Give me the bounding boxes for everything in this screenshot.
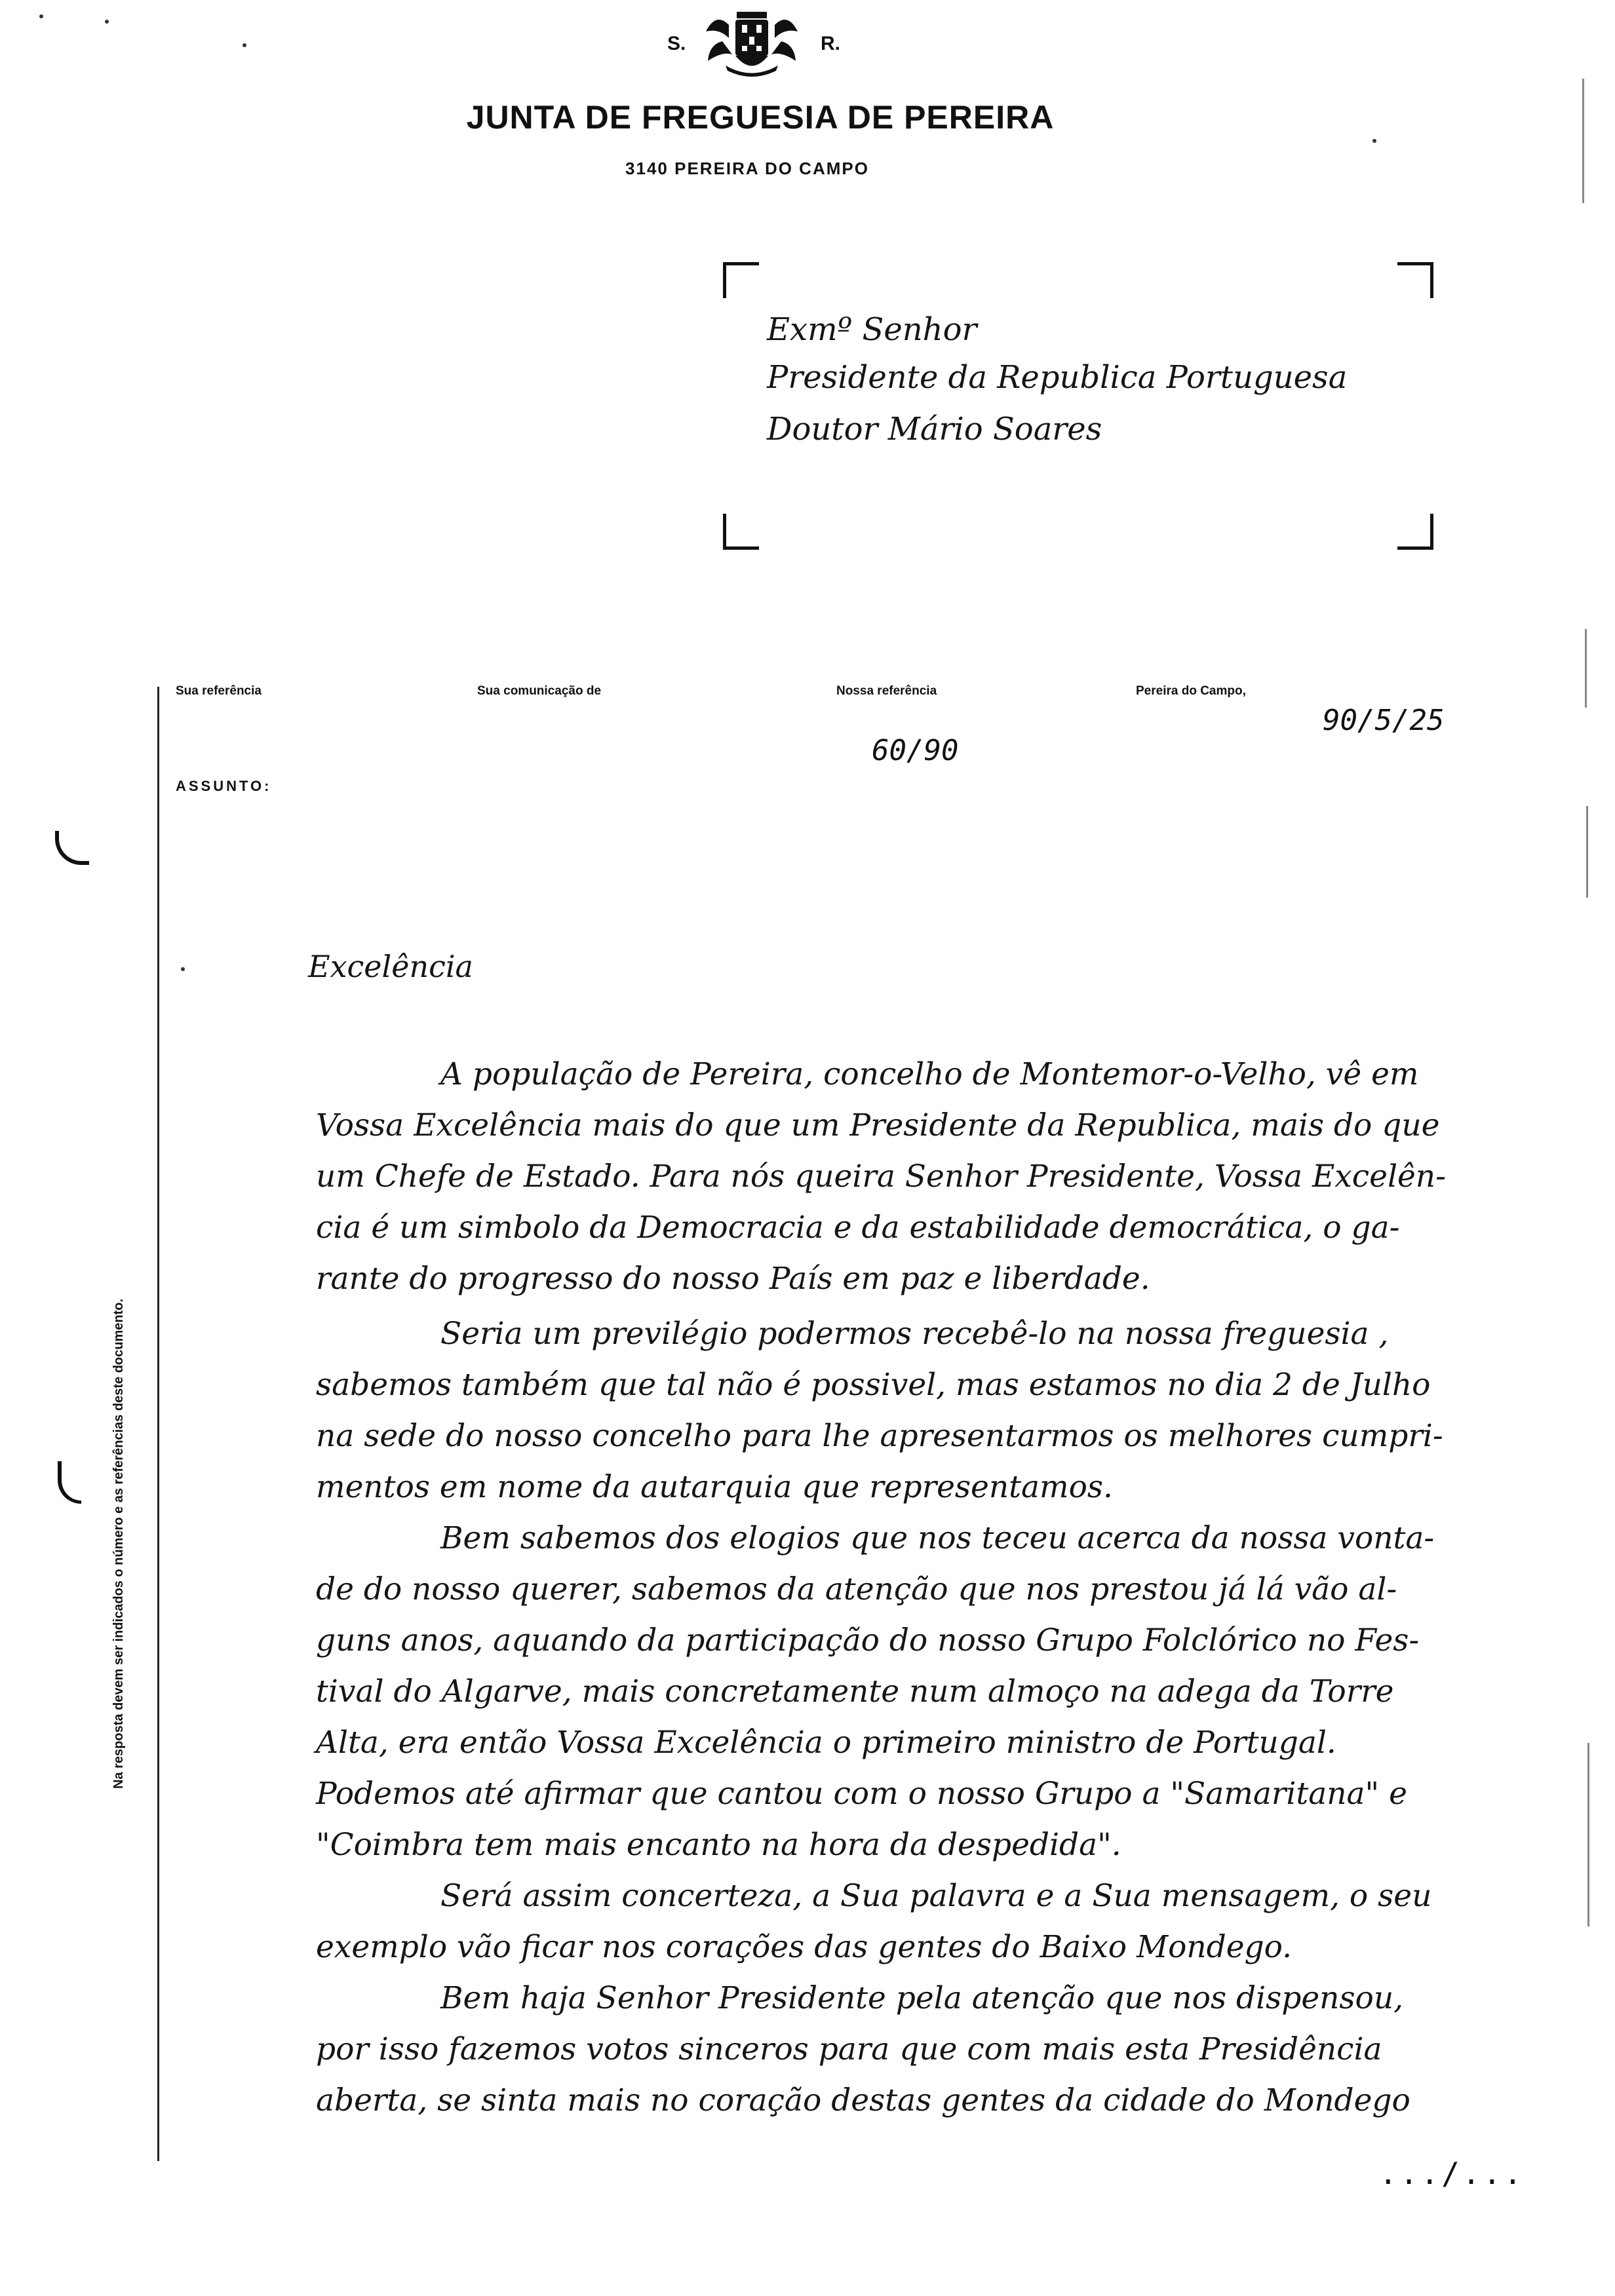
margin-rule — [157, 687, 159, 2161]
scan-edge-line — [1587, 1743, 1589, 1926]
letter-line: na sede do nosso concelho para lhe apresentarmos os melhores cumpri- — [316, 1418, 1443, 1454]
recipient-title: Presidente da Republica Portuguesa — [767, 359, 1348, 396]
letter-line: de do nosso querer, sabemos da atenção que nos prestou já lá vão al- — [316, 1571, 1397, 1607]
letter-line: aberta, se sinta mais no coração destas gentes da cidade do Mondego — [316, 2082, 1411, 2118]
letter-line: Bem sabemos dos elogios que nos teceu acerca da nossa vonta- — [440, 1520, 1435, 1556]
punch-hole-mark — [55, 831, 89, 865]
letter-line: cia é um simbolo da Democracia e da estabilidade democrática, o ga- — [316, 1210, 1400, 1246]
letter-line: Será assim concerteza, a Sua palavra e a Sua mensagem, o seu — [440, 1878, 1432, 1914]
organization-name: JUNTA DE FREGUESIA DE PEREIRA — [466, 99, 1055, 136]
letter-line: tival do Algarve, mais concretamente num almoço na adega da Torre — [316, 1674, 1394, 1710]
scan-speck — [105, 20, 109, 24]
letter-line: por isso fazemos votos sinceros para que com mais esta Presidência — [316, 2031, 1382, 2067]
letter-line: Seria um previlégio podermos recebê-lo na nossa freguesia , — [440, 1316, 1389, 1352]
place-label: Pereira do Campo, — [1136, 684, 1246, 698]
scan-speck — [181, 967, 185, 971]
organization-address: 3140 PEREIRA DO CAMPO — [625, 159, 869, 178]
page-continuation-mark: .../... — [1379, 2156, 1525, 2191]
address-window-corner-bottom-left — [723, 514, 759, 550]
recipient-name: Doutor Mário Soares — [767, 411, 1102, 448]
letter-salutation: Excelência — [308, 949, 473, 984]
address-window-corner-top-left — [723, 262, 759, 298]
letter-line: Podemos até afirmar que cantou com o nosso Grupo a "Samaritana" e — [316, 1776, 1407, 1812]
coat-of-arms-icon — [703, 5, 801, 79]
scan-edge-line — [1585, 629, 1587, 708]
margin-note: Na resposta devem ser indicados o número e as referências deste documento. — [111, 1298, 126, 1789]
sua-comunicacao-label: Sua comunicação de — [477, 684, 602, 698]
crest-right-letter: R. — [821, 33, 840, 54]
letter-line: "Coimbra tem mais encanto na hora da despedida". — [316, 1827, 1121, 1863]
sua-referencia-label: Sua referência — [176, 684, 262, 698]
letter-line: sabemos também que tal não é possivel, mas estamos no dia 2 de Julho — [316, 1367, 1431, 1403]
letter-line: Vossa Excelência mais do que um Presidente da Republica, mais do que — [316, 1107, 1440, 1143]
letter-line: um Chefe de Estado. Para nós queira Senhor Presidente, Vossa Excelên- — [316, 1158, 1446, 1195]
letter-date: 90/5/25 — [1323, 704, 1445, 737]
letter-line: Alta, era então Vossa Excelência o primeiro ministro de Portugal. — [316, 1725, 1336, 1761]
letter-line: guns anos, aquando da participação do nosso Grupo Folclórico no Fes- — [316, 1622, 1420, 1658]
letter-line: Bem haja Senhor Presidente pela atenção que nos dispensou, — [440, 1980, 1404, 2016]
scan-edge-line — [1586, 806, 1588, 898]
letter-line: exemplo vão ficar nos corações das gentes do Baixo Mondego. — [316, 1929, 1293, 1965]
nossa-referencia-label: Nossa referência — [836, 684, 937, 698]
scan-speck — [1372, 139, 1376, 143]
recipient-salutation: Exmº Senhor — [767, 311, 977, 348]
address-window-corner-top-right — [1397, 262, 1433, 298]
nossa-referencia-value: 60/90 — [872, 734, 959, 767]
crest-left-letter: S. — [667, 33, 686, 54]
letter-line: mentos em nome da autarquia que representamos. — [316, 1469, 1113, 1505]
punch-hole-mark — [58, 1461, 81, 1504]
letter-line: A população de Pereira, concelho de Montemor-o-Velho, vê em — [440, 1056, 1419, 1092]
subject-label: ASSUNTO: — [176, 778, 272, 794]
letter-line: rante do progresso do nosso País em paz e liberdade. — [316, 1261, 1150, 1297]
scan-speck — [39, 14, 43, 18]
address-window-corner-bottom-right — [1397, 514, 1433, 550]
scan-speck — [243, 43, 246, 47]
scan-edge-line — [1582, 79, 1584, 203]
